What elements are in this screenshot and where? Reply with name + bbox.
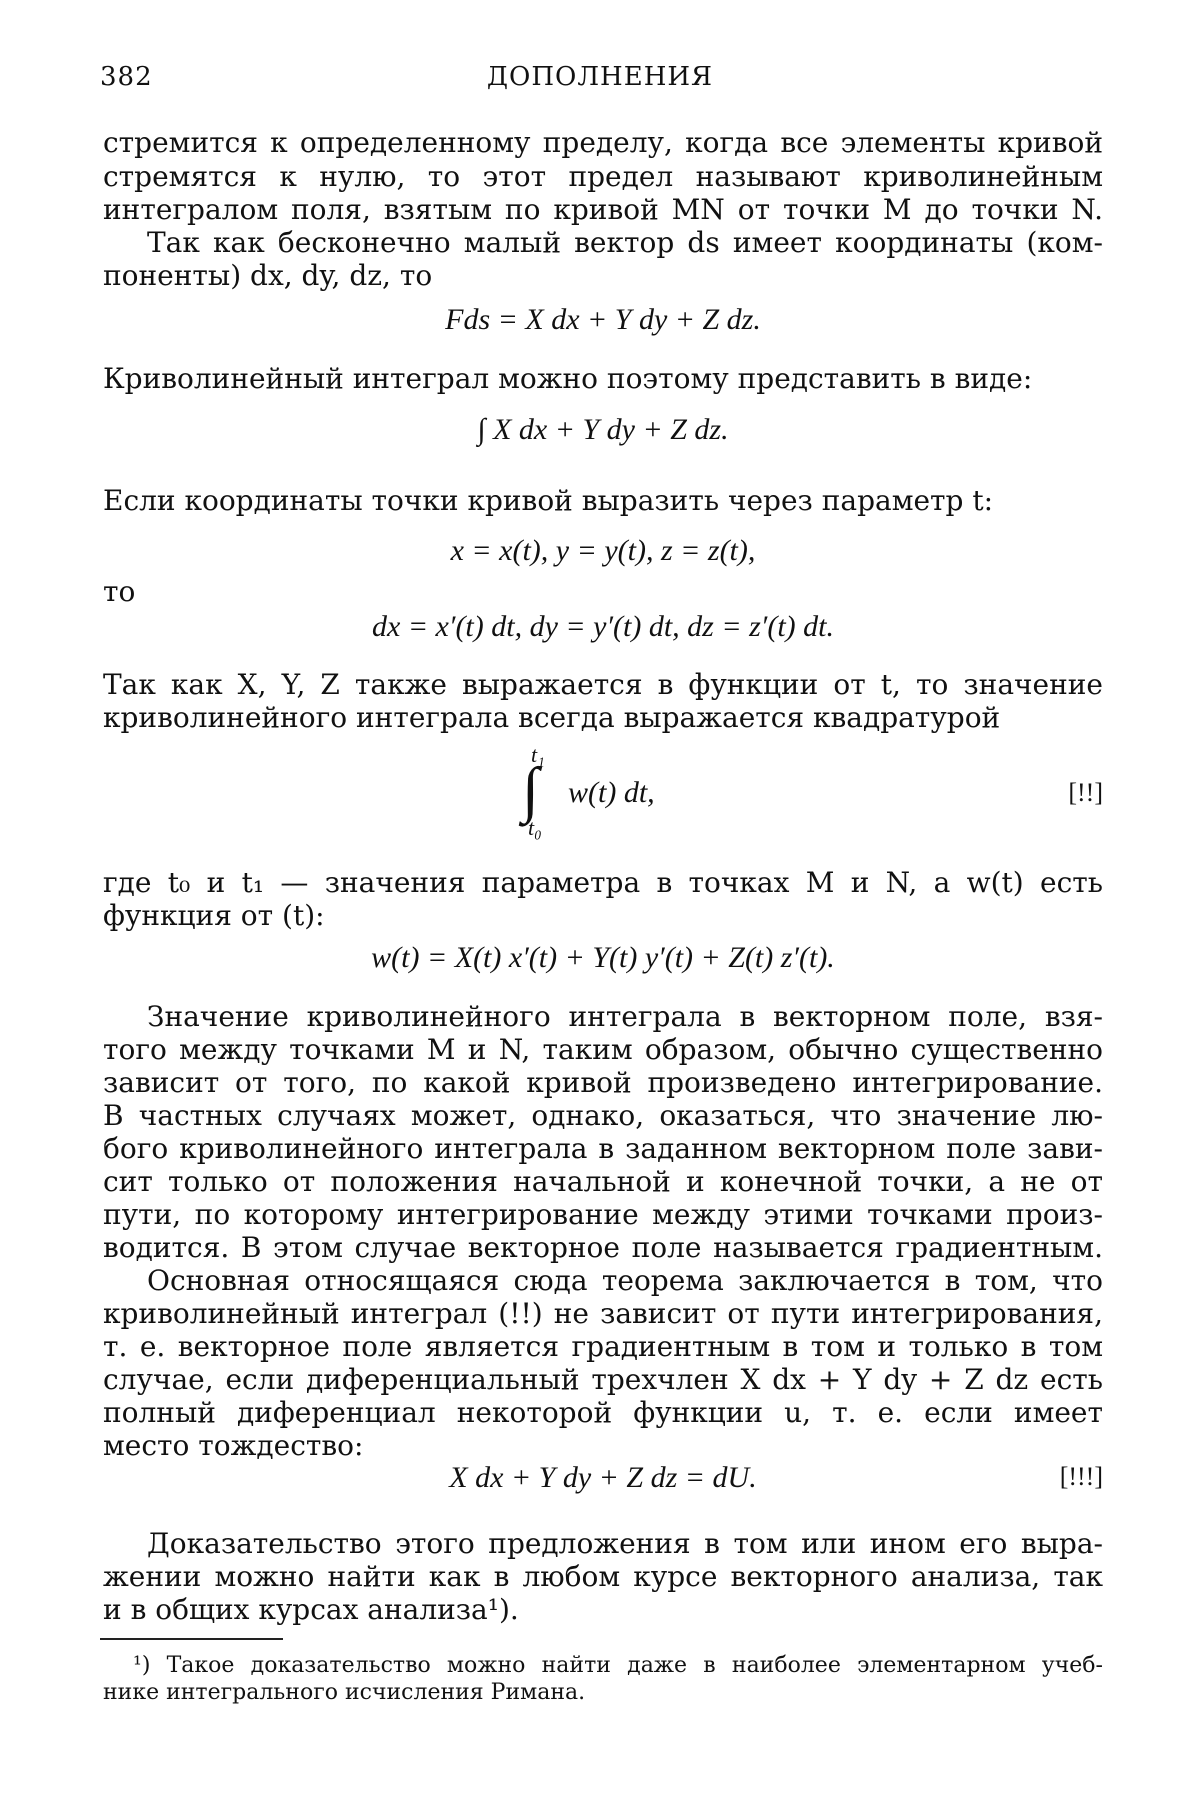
text-line: В частных случаях может, однако, оказаться, что значение лю- xyxy=(103,1099,1103,1132)
integral-upper-limit: t₁ xyxy=(531,742,545,767)
equation-parametric: x = x(t), y = y(t), z = z(t), xyxy=(450,534,756,567)
text-line: водится. В этом случае векторное поле называется градиентным. xyxy=(103,1231,1103,1264)
equation-w-of-t: w(t) = X(t) x′(t) + Y(t) y′(t) + Z(t) z′(t). xyxy=(371,941,835,974)
equation-line-integral: ∫ X dx + Y dy + Z dz. xyxy=(477,413,729,446)
equation-tag: [!!] xyxy=(1068,778,1103,807)
integral-sign-icon: ∫ xyxy=(522,756,539,824)
text-line: Доказательство этого предложения в том или ином его выра- xyxy=(147,1527,1103,1560)
text-line: Если координаты точки кривой выразить через параметр t: xyxy=(103,484,994,517)
text-line: интегралом поля, взятым по кривой MN от точки M до точки N. xyxy=(103,193,1103,226)
text-line: т. е. векторное поле является градиентным в том и только в том xyxy=(103,1330,1103,1363)
equation-differentials: dx = x′(t) dt, dy = y′(t) dt, dz = z′(t) dt. xyxy=(372,610,834,643)
page-number: 382 xyxy=(100,62,153,92)
text-line: функция от (t): xyxy=(103,899,325,932)
text-line: где t₀ и t₁ — значения параметра в точках M и N, а w(t) есть xyxy=(103,866,1103,899)
text-line: стремятся к нулю, то этот предел называют криволинейным xyxy=(103,160,1103,193)
text-line: Так как X, Y, Z также выражается в функции от t, то значение xyxy=(103,668,1103,701)
equation-fds: Fds = X dx + Y dy + Z dz. xyxy=(445,303,761,336)
running-title: ДОПОЛНЕНИЯ xyxy=(486,62,714,92)
text-line: Основная относящаяся сюда теорема заключается в том, что xyxy=(147,1264,1103,1297)
text-line: Криволинейный интеграл можно поэтому представить в виде: xyxy=(103,362,1033,395)
text-line: случае, если диференциальный трехчлен X dx + Y dy + Z dz есть xyxy=(103,1363,1103,1396)
text-line: криволинейный интеграл (!!) не зависит от пути интегрирования, xyxy=(103,1297,1103,1330)
text-line: пути, по которому интегрирование между этими точками произ- xyxy=(103,1198,1103,1231)
text-line: жении можно найти как в любом курсе векторного анализа, так xyxy=(103,1560,1103,1593)
equation-tag: [!!!] xyxy=(1059,1462,1103,1491)
text-line: поненты) dx, dy, dz, то xyxy=(103,259,433,292)
footnote-rule xyxy=(100,1638,283,1640)
text-line: бого криволинейного интеграла в заданном векторном поле зави- xyxy=(103,1132,1103,1165)
text-line: зависит от того, по какой кривой произведено интегрирование. xyxy=(103,1066,1103,1099)
integral-lower-limit: t₀ xyxy=(528,815,542,840)
equation-exact-differential: X dx + Y dy + Z dz = dU. xyxy=(449,1461,757,1494)
footnote-line: нике интегрального исчисления Римана. xyxy=(103,1680,586,1705)
text-line: полный диференциал некоторой функции u, т. е. если имеет xyxy=(103,1396,1103,1429)
text-line: место тождество: xyxy=(103,1429,364,1462)
text-line: и в общих курсах анализа¹). xyxy=(103,1593,519,1626)
text-line: стремится к определенному пределу, когда все элементы кривой xyxy=(103,126,1103,159)
text-line: то xyxy=(103,575,136,608)
text-line: того между точками M и N, таким образом, обычно существенно xyxy=(103,1033,1103,1066)
text-line: Так как бесконечно малый вектор ds имеет координаты (ком- xyxy=(147,226,1103,259)
text-line: Значение криволинейного интеграла в векторном поле, взя- xyxy=(147,1000,1103,1033)
text-line: сит только от положения начальной и конечной точки, а не от xyxy=(103,1165,1103,1198)
integrand: w(t) dt, xyxy=(568,776,655,809)
footnote-line: ¹) Такое доказательство можно найти даже в наиболее элементарном учеб- xyxy=(133,1653,1103,1678)
text-line: криволинейного интеграла всегда выражается квадратурой xyxy=(103,701,1001,734)
